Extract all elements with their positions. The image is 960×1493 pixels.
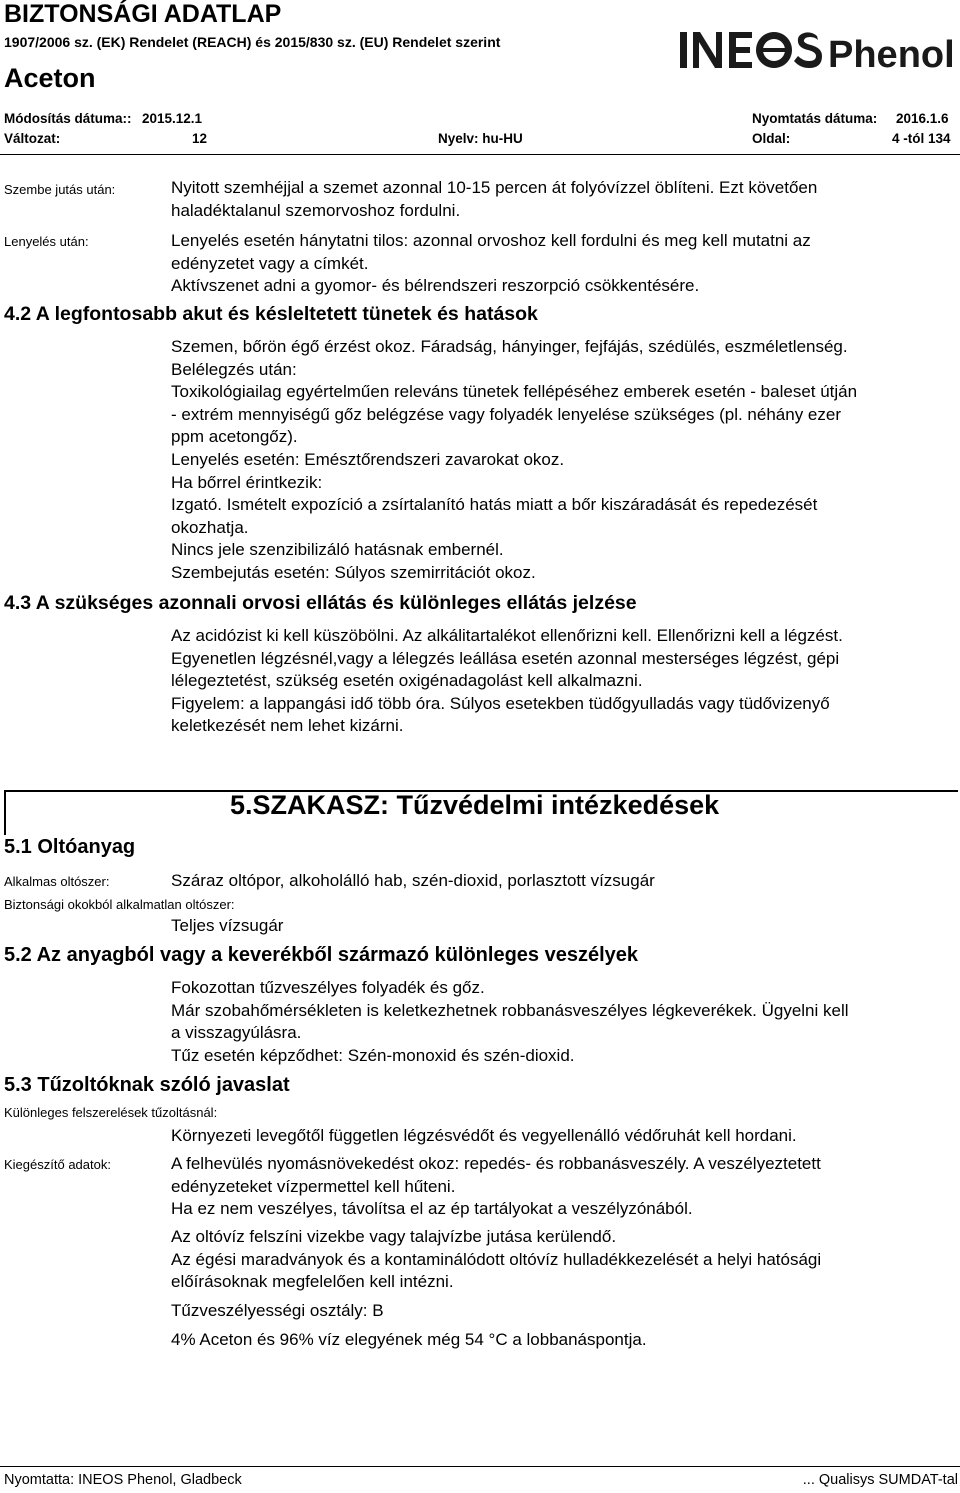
page-label: Oldal: [752,131,791,146]
revision-date-label: Módosítás dátuma:: [4,111,132,126]
language-indicator: Nyelv: hu-HU [438,131,523,146]
text-line: Az égési maradványok és a kontaminálódott oltóvíz hulladékkezelését a helyi hatósági [171,1249,822,1269]
heading-4-3: 4.3 A szükséges azonnali orvosi ellátás és különleges ellátás jelzése [4,592,637,614]
text-line: Nincs jele szenzibilizáló hatásnak embernél. [171,540,504,560]
print-date-label: Nyomtatás dátuma: [752,111,878,126]
special-equipment-label: Különleges felszerelések tűzoltásnál: [4,1105,218,1120]
text-line: Toxikológiailag egyértelműen releváns tünetek fellépéséhez emberek esetén - baleset útján [171,382,858,402]
hazards-text [171,977,849,1067]
footer-software: ... Qualisys SUMDAT-tal [802,1472,958,1488]
text-line: edényzeteket vízpermettel kell hűteni. [171,1176,456,1196]
text-line: okozhatja. [171,517,249,537]
text-line: Lenyelés esetén hánytatni tilos: azonnal orvoshoz kell fordulni és meg kell mutatni az [171,231,811,250]
fire-class: Tűzveszélyességi osztály: B [171,1301,384,1320]
text-line: - extrém mennyiségű gőz belégzése vagy folyadék lenyelése szükséges (pl. néhány ezer [171,404,841,424]
text-line: A felhevülés nyomásnövekedést okoz: repedés- és robbanásveszély. A veszélyeztetett [171,1154,821,1173]
special-equipment-value: Környezeti levegőtől független légzésvédőt és vegyellenálló védőruhát kell hordani. [171,1126,797,1145]
text-line: haladéktalanul szemorvoshoz fordulni. [171,200,461,220]
suitable-extinguisher-value: Száraz oltópor, alkoholálló hab, szén-dioxid, porlasztott vízsugár [171,871,655,890]
ineos-phenol-logo [678,26,956,74]
header-divider [0,154,960,155]
heading-5-2: 5.2 Az anyagból vagy a keverékből származó különleges veszélyek [4,944,639,966]
text-line: előírásoknak megfelelően kell intézni. [171,1272,454,1292]
symptoms-text [171,336,857,585]
text-line: Izgató. Ismételt expozíció a zsírtalanító hatás miatt a bőr kiszáradását és repedezését [171,495,818,515]
footer-printed-by: Nyomtatta: INEOS Phenol, Gladbeck [4,1472,242,1488]
text-line: Egyenetlen légzésnél,vagy a lélegzés leállása esetén azonnal mesterséges légzést, gépi [171,648,840,668]
footer-divider [0,1466,960,1467]
unsuitable-extinguisher-value: Teljes vízsugár [171,916,284,935]
revision-date-value: 2015.12.1 [142,111,203,126]
text-line: lélegeztetést, szükség esetén oxigénadagolást kell alkalmazni. [171,671,643,691]
ingestion-text [171,230,811,298]
text-line: Nyitott szemhéjjal a szemet azonnal 10-15 percen át folyóvízzel öblíteni. Ezt követően [171,178,818,197]
text-line: Szemen, bőrön égő érzést okoz. Fáradság, hányinger, fejfájás, szédülés, eszméletlenség. [171,337,848,356]
text-line: Tűz esetén képződhet: Szén-monoxid és szén-dioxid. [171,1045,575,1065]
eye-contact-label: Szembe jutás után: [4,182,116,197]
treatment-text [171,625,843,738]
additional-info-label: Kiegészítő adatok: [4,1157,111,1172]
logo-text: Phenol [828,34,955,74]
text-line: Az oltóvíz felszíni vizekbe vagy talajvízbe jutása kerülendő. [171,1227,617,1246]
document-title: BIZTONSÁGI ADATLAP [4,0,282,28]
version-value: 12 [192,131,208,146]
heading-5-3: 5.3 Tűzoltóknak szóló javaslat [4,1074,290,1096]
text-line: Már szobahőmérsékleten is keletkezhetnek robbanásveszélyes légkeverékek. Ügyelni kell [171,1000,849,1020]
regulation-reference: 1907/2006 sz. (EK) Rendelet (REACH) és 2015/830 sz. (EU) Rendelet szerint [4,34,501,50]
text-line: ppm acetongőz). [171,427,298,447]
additional-info-text-a [171,1153,821,1221]
text-line: Ha bőrrel érintkezik: [171,472,323,492]
version-label: Változat: [4,131,61,146]
eye-contact-text [171,177,817,222]
text-line: Belélegzés után: [171,359,297,379]
heading-5-1: 5.1 Oltóanyag [4,836,136,858]
suitable-extinguisher-label: Alkalmas oltószer: [4,874,110,889]
text-line: Figyelem: a lappangási idő több óra. Súlyos esetekben tüdőgyulladás vagy tüdővizenyő [171,693,830,713]
additional-info-text-b [171,1226,821,1294]
text-line: edényzetet vagy a címkét. [171,253,369,273]
substance-name: Aceton [4,63,96,93]
text-line: a visszagyúlásra. [171,1023,302,1043]
text-line: Fokozottan tűzveszélyes folyadék és gőz. [171,978,485,997]
text-line: Lenyelés esetén: Emésztőrendszeri zavarokat okoz. [171,449,565,469]
text-line: Aktívszenet adni a gyomor- és bélrendszeri reszorpció csökkentésére. [171,276,700,296]
page-number: 4 -tól 134 [892,131,951,146]
print-date-value: 2016.1.6 [896,111,949,126]
heading-4-2: 4.2 A legfontosabb akut és késleltetett tünetek és hatások [4,303,538,325]
text-line: Szembejutás esetén: Súlyos szemirritációt okoz. [171,562,536,582]
flash-point-note: 4% Aceton és 96% víz elegyének még 54 °C a lobbanáspontja. [171,1330,647,1349]
text-line: Ha ez nem veszélyes, távolítsa el az ép tartályokat a veszélyzónából. [171,1199,693,1219]
unsuitable-extinguisher-label: Biztonsági okokból alkalmatlan oltószer: [4,897,235,912]
text-line: keletkezését nem lehet kizárni. [171,716,404,736]
ingestion-label: Lenyelés után: [4,234,89,249]
text-line: Az acidózist ki kell küszöbölni. Az alkálitartalékot ellenőrizni kell. Ellenőrizni kell a légzést. [171,626,843,645]
section-5-title: 5.SZAKASZ: Tűzvédelmi intézkedések [230,790,720,820]
